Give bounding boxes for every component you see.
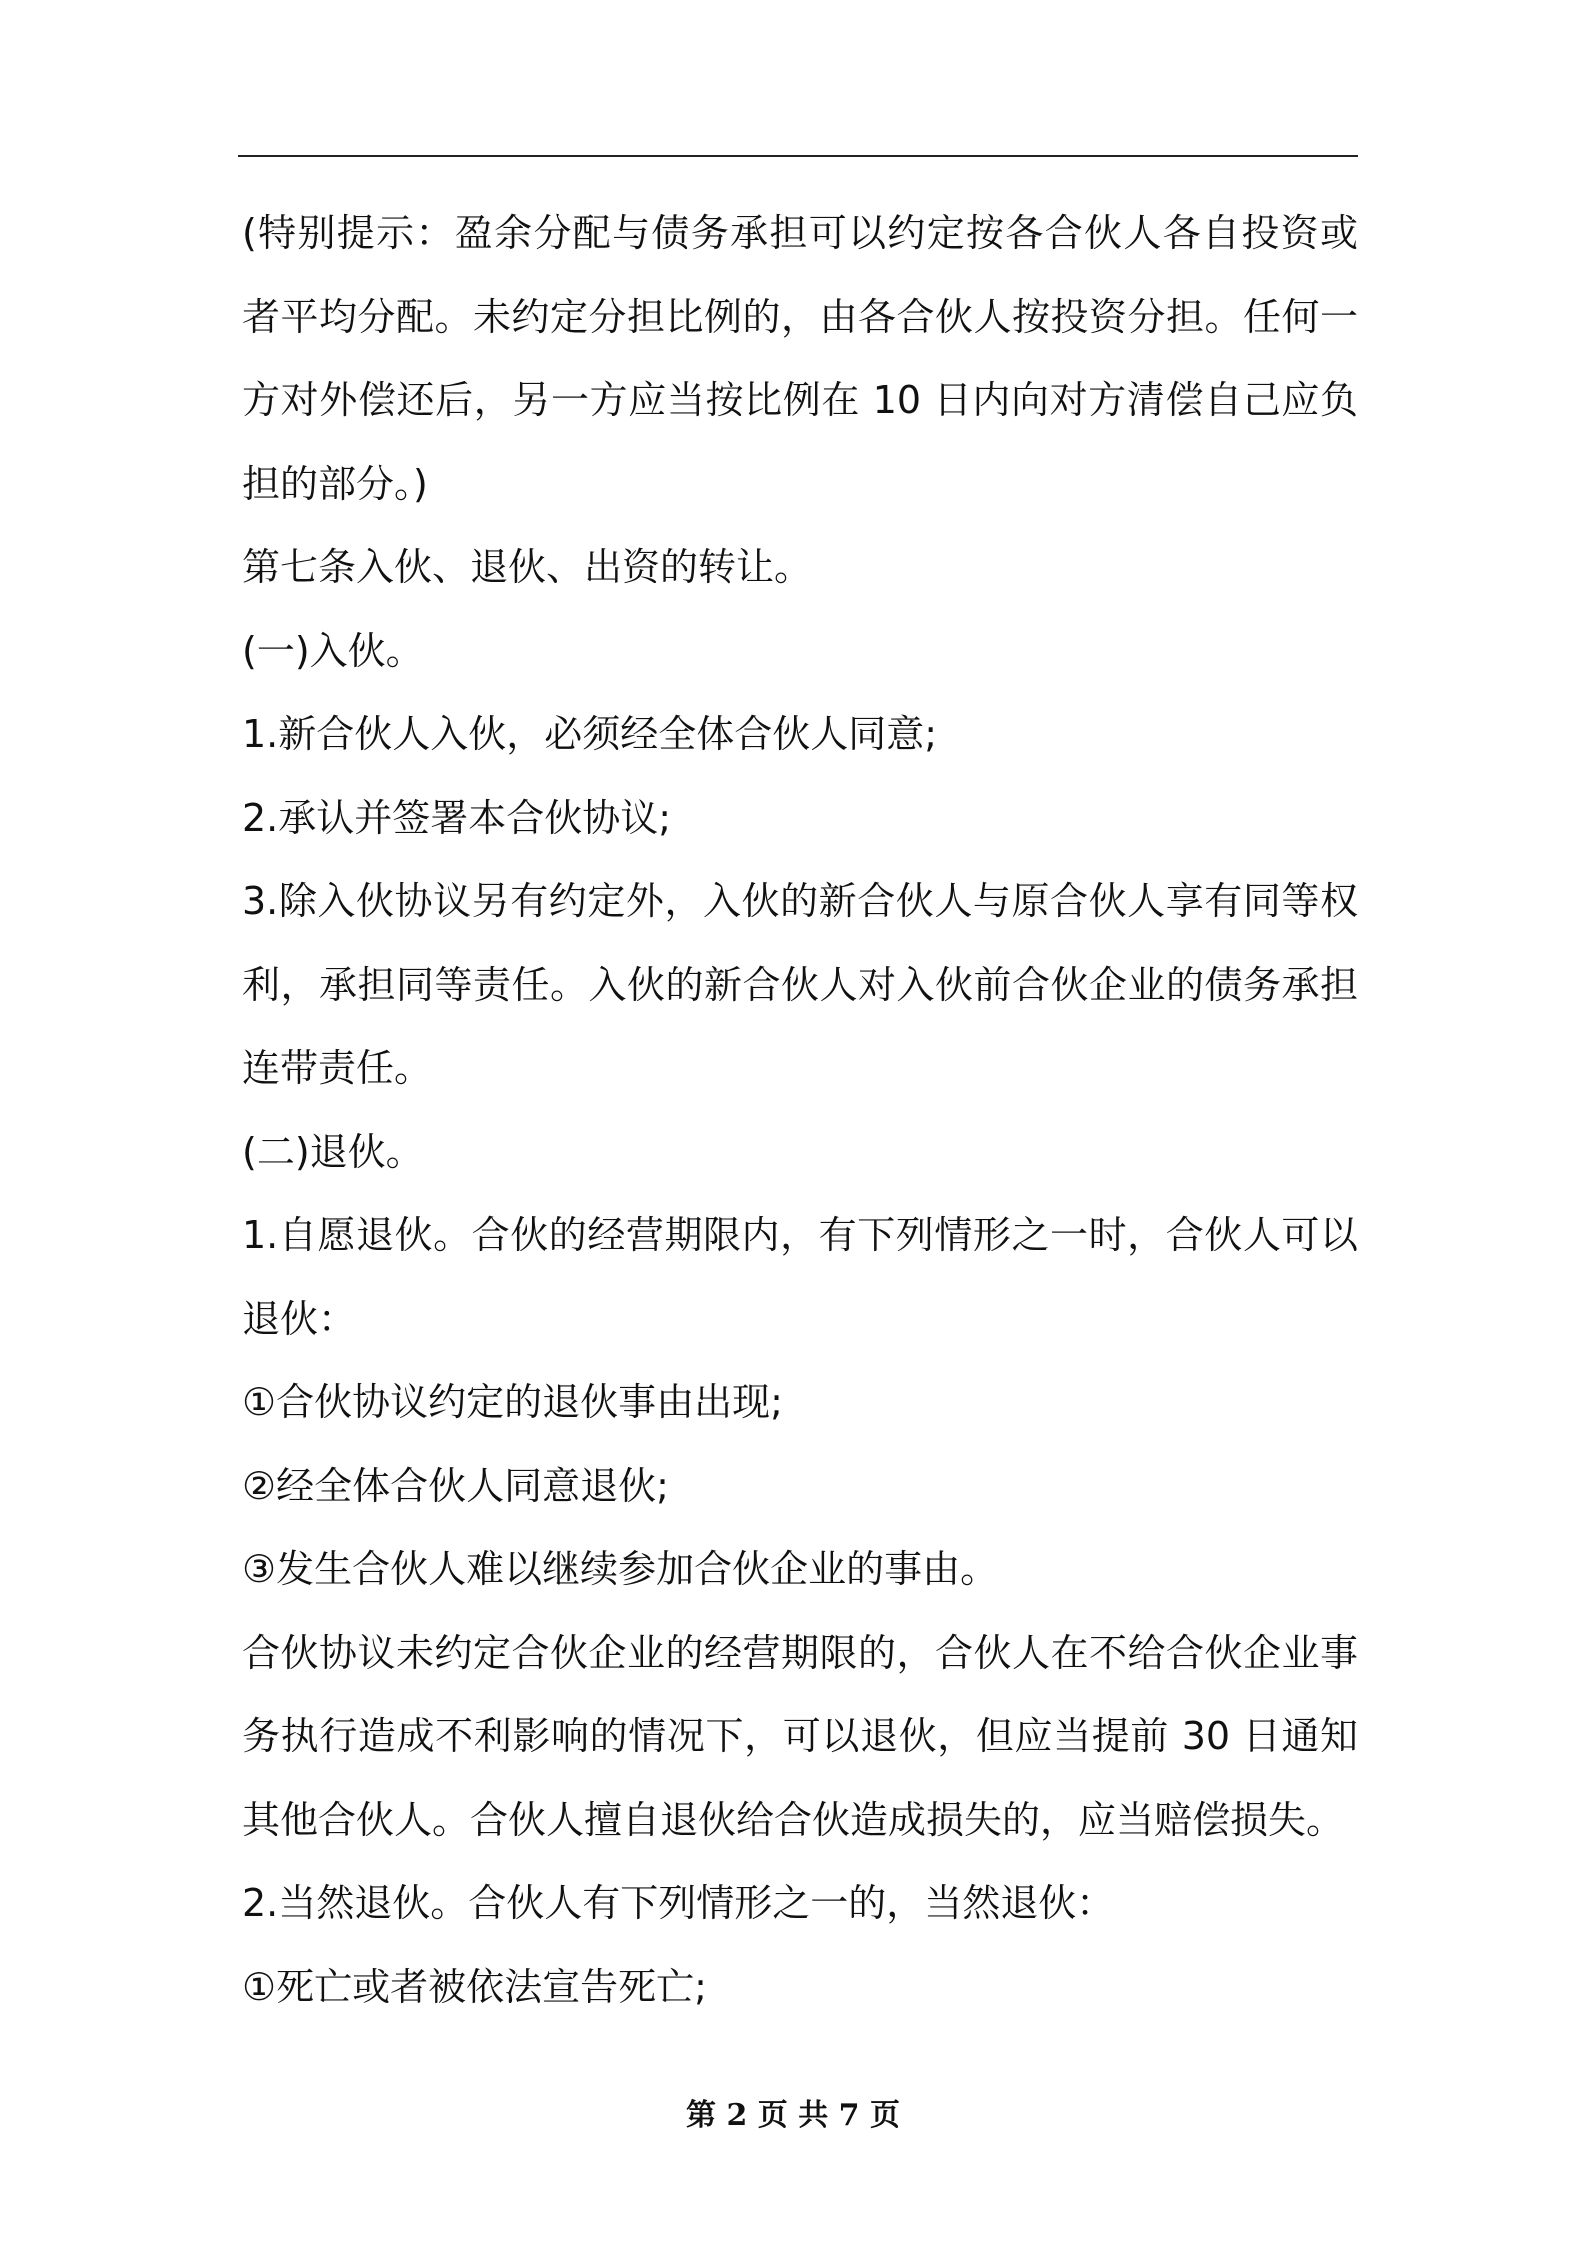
page-number-footer: 第 2 页 共 7 页: [686, 2098, 900, 2133]
paragraph-joining-item-1: 1.新合伙人入伙，必须经全体合伙人同意;: [242, 712, 938, 756]
paragraph-voluntary-withdrawal: 1.自愿退伙。合伙的经营期限内，有下列情形之一时，合伙人可以退伙：: [242, 1213, 1358, 1341]
paragraph-voluntary-item-3: ③发生合伙人难以继续参加合伙企业的事由。: [242, 1547, 999, 1591]
paragraph-joining-item-2: 2.承认并签署本合伙协议;: [242, 795, 672, 840]
paragraph-joining-item-3: 3.除入伙协议另有约定外，入伙的新合伙人与原合伙人享有同等权利，承担同等责任。入伙的新合伙人对入伙前合伙企业的债务承担连带责任。: [242, 879, 1358, 1090]
paragraph-voluntary-item-1: ①合伙协议约定的退伙事由出现;: [242, 1380, 783, 1424]
paragraph-voluntary-item-2: ②经全体合伙人同意退伙;: [242, 1463, 669, 1508]
header-rule: [238, 155, 1358, 157]
paragraph-section-withdrawal: (二)退伙。: [242, 1129, 424, 1174]
paragraph-automatic-item-1: ①死亡或者被依法宣告死亡;: [242, 1964, 707, 2009]
paragraph-automatic-withdrawal: 2.当然退伙。合伙人有下列情形之一的，当然退伙：: [242, 1881, 1115, 1925]
document-body: [242, 192, 1358, 2029]
paragraph-special-note: (特别提示：盈余分配与债务承担可以约定按各合伙人各自投资或者平均分配。未约定分担比例的，由各合伙人按投资分担。任何一方对外偿还后，另一方应当按比例在 10 日内向对方清偿自己应负担的部分。): [242, 211, 1358, 506]
paragraph-no-term-withdrawal: 合伙协议未约定合伙企业的经营期限的，合伙人在不给合伙企业事务执行造成不利影响的情况下，可以退伙，但应当提前 30 日通知其他合伙人。合伙人擅自退伙给合伙造成损失的，应当赔偿损失。: [242, 1630, 1358, 1842]
paragraph-article-7-title: 第七条入伙、退伙、出资的转让。: [242, 545, 813, 589]
paragraph-section-joining: (一)入伙。: [242, 628, 424, 673]
